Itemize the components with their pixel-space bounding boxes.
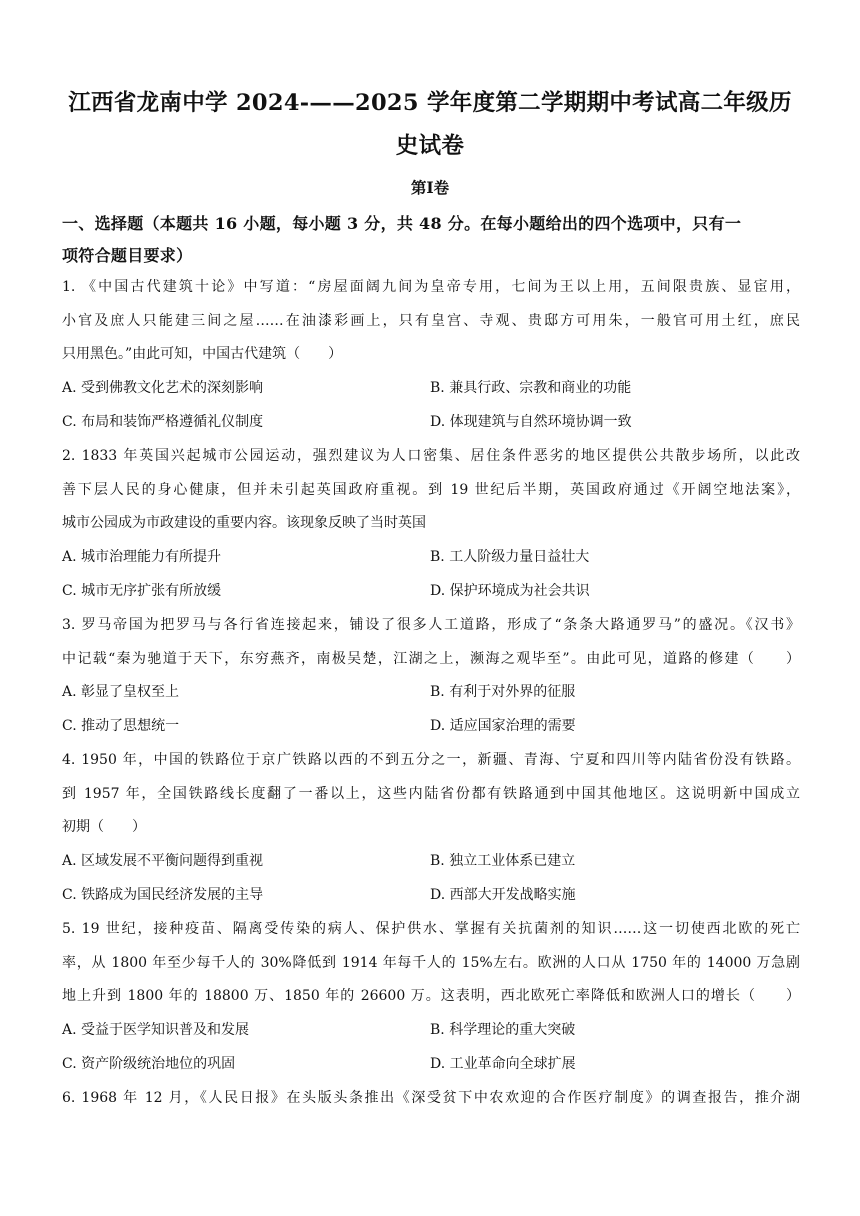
- question-4-line-2: 到 1957 年，全国铁路线长度翻了一番以上，这些内陆省份都有铁路通到中国其他地区。这说明新中国成立: [62, 786, 800, 802]
- question-3-option-d[interactable]: D. 适应国家治理的需要: [430, 718, 576, 734]
- question-3-option-c[interactable]: C. 推动了思想统一: [62, 718, 180, 734]
- question-4-line-3: 初期（ ）: [62, 819, 146, 835]
- section-heading-line-1: 一、选择题（本题共 16 小题，每小题 3 分，共 48 分。在每小题给出的四个选项中，只有一: [62, 214, 742, 233]
- question-2-option-c[interactable]: C. 城市无序扩张有所放缓: [62, 583, 222, 599]
- question-2-option-b[interactable]: B. 工人阶级力量日益壮大: [430, 549, 590, 565]
- question-5-option-a[interactable]: A. 受益于医学知识普及和发展: [62, 1022, 250, 1038]
- question-1-line-3: 只用黑色。”由此可知，中国古代建筑（ ）: [62, 346, 343, 362]
- question-5-option-b[interactable]: B. 科学理论的重大突破: [430, 1022, 576, 1038]
- question-2-line-1: 2. 1833 年英国兴起城市公园运动，强烈建议为人口密集、居住条件恶劣的地区提供公共散步场所，以此改: [62, 448, 800, 464]
- question-5-line-3: 地上升到 1800 年的 18800 万、1850 年的 26600 万。这表明，西北欧死亡率降低和欧洲人口的增长（ ）: [62, 988, 800, 1004]
- question-5-line-2: 率，从 1800 年至少每千人的 30%降低到 1914 年每千人的 15%左右。欧洲的人口从 1750 年的 14000 万急剧: [62, 955, 800, 971]
- question-6-line-1: 6. 1968 年 12 月，《人民日报》在头版头条推出《深受贫下中农欢迎的合作医疗制度》的调查报告，推介湖: [62, 1090, 800, 1106]
- question-1-line-2: 小官及庶人只能建三间之屋……在油漆彩画上，只有皇宫、寺观、贵邸方可用朱，一般官可用土红，庶民: [62, 313, 800, 329]
- exam-title-line-2: 史试卷: [395, 133, 465, 159]
- volume-heading: 第Ⅰ卷: [410, 178, 450, 197]
- question-3-option-b[interactable]: B. 有利于对外界的征服: [430, 684, 576, 700]
- question-4-line-1: 4. 1950 年，中国的铁路位于京广铁路以西的不到五分之一，新疆、青海、宁夏和四川等内陆省份没有铁路。: [62, 752, 800, 768]
- question-1-line-1: 1. 《中国古代建筑十论》中写道：“房屋面阔九间为皇帝专用，七间为王以上用，五间限贵族、显宦用，: [62, 279, 800, 295]
- question-4-option-a[interactable]: A. 区域发展不平衡问题得到重视: [62, 853, 264, 869]
- question-3-line-1: 3. 罗马帝国为把罗马与各行省连接起来，铺设了很多人工道路，形成了“条条大路通罗马”的盛况。《汉书》: [62, 617, 800, 633]
- question-1-option-b[interactable]: B. 兼具行政、宗教和商业的功能: [430, 380, 632, 396]
- question-2-line-3: 城市公园成为市政建设的重要内容。该现象反映了当时英国: [62, 515, 426, 531]
- question-1-option-c[interactable]: C. 布局和装饰严格遵循礼仪制度: [62, 414, 264, 430]
- question-5-line-1: 5. 19 世纪，接种疫苗、隔离受传染的病人、保护供水、掌握有关抗菌剂的知识……这一切使西北欧的死亡: [62, 921, 800, 937]
- question-1-option-d[interactable]: D. 体现建筑与自然环境协调一致: [430, 414, 632, 430]
- question-3-option-a[interactable]: A. 彰显了皇权至上: [62, 684, 180, 700]
- exam-title-line-1: 江西省龙南中学 2024-——2025 学年度第二学期期中考试高二年级历: [68, 90, 792, 116]
- question-1-option-a[interactable]: A. 受到佛教文化艺术的深刻影响: [62, 380, 264, 396]
- question-4-option-b[interactable]: B. 独立工业体系已建立: [430, 853, 576, 869]
- question-2-line-2: 善下层人民的身心健康，但并未引起英国政府重视。到 19 世纪后半期，英国政府通过《开阔空地法案》，: [62, 482, 800, 498]
- question-4-option-c[interactable]: C. 铁路成为国民经济发展的主导: [62, 887, 264, 903]
- section-heading-line-2: 项符合题目要求）: [62, 246, 193, 265]
- question-4-option-d[interactable]: D. 西部大开发战略实施: [430, 887, 576, 903]
- question-5-option-c[interactable]: C. 资产阶级统治地位的巩固: [62, 1056, 236, 1072]
- question-2-option-d[interactable]: D. 保护环境成为社会共识: [430, 583, 590, 599]
- question-5-option-d[interactable]: D. 工业革命向全球扩展: [430, 1056, 576, 1072]
- question-3-line-2: 中记载“秦为驰道于天下，东穷燕齐，南极吴楚，江湖之上，濒海之观毕至”。由此可见，道路的修建（ ）: [62, 651, 800, 667]
- question-2-option-a[interactable]: A. 城市治理能力有所提升: [62, 549, 222, 565]
